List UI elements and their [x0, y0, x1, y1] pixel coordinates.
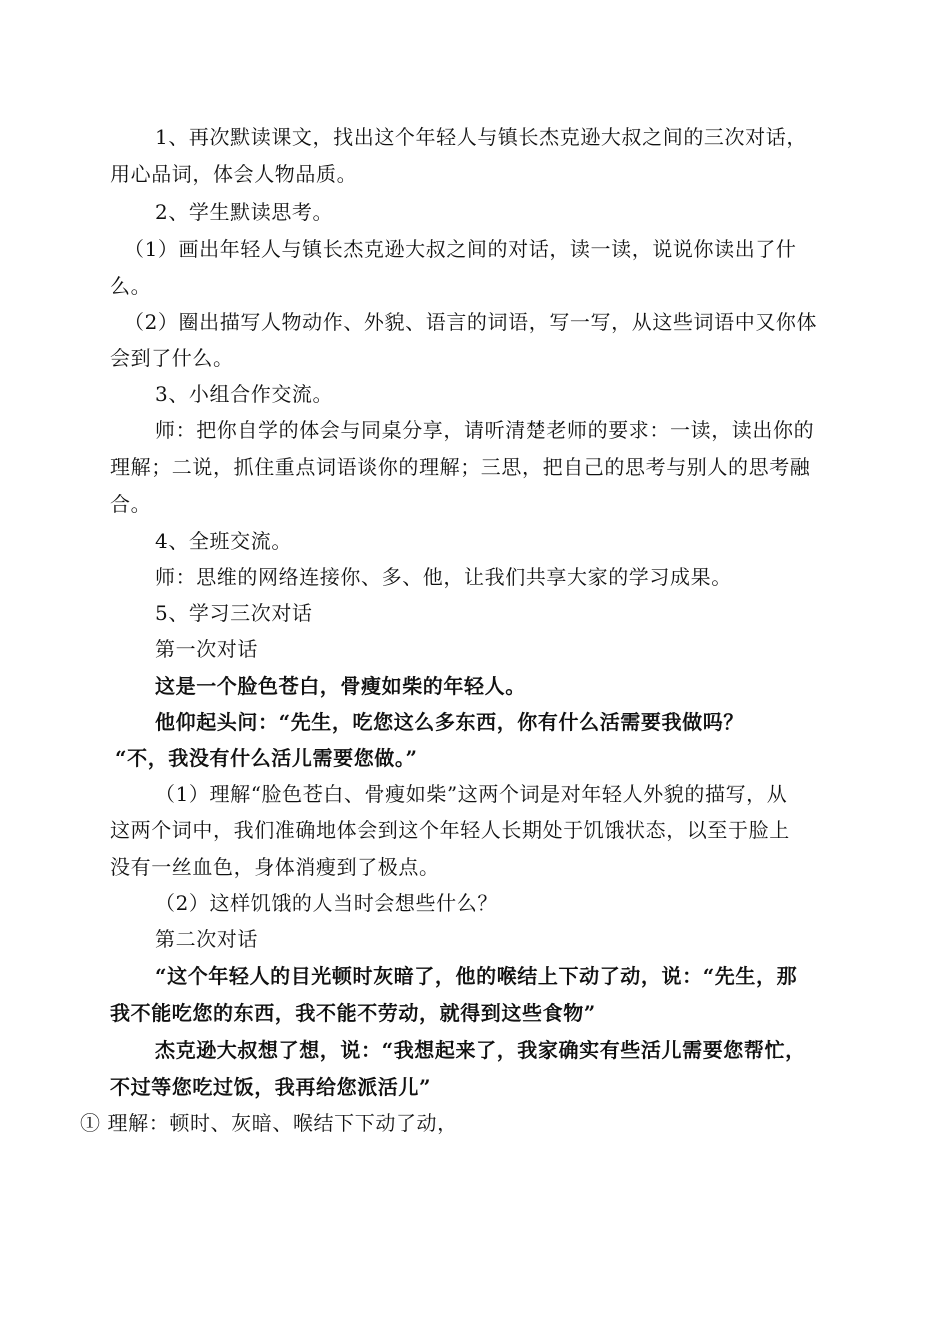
paragraph-line: 5、学习三次对话	[155, 601, 313, 625]
quote-line: 这是一个脸色苍白，骨瘦如柴的年轻人。	[155, 674, 526, 698]
paragraph-line: 第一次对话	[155, 637, 258, 661]
paragraph-line: （2）这样饥饿的人当时会想些什么？	[155, 891, 498, 915]
quote-line: “这个年轻人的目光顿时灰暗了，他的喉结上下动了动，说：“先生，那	[155, 964, 798, 988]
quote-line: “不，我没有什么活儿需要您做。”	[115, 746, 418, 770]
numbered-item: ① 理解：顿时、灰暗、喉结下下动了动，	[80, 1111, 458, 1135]
paragraph-line: 3、小组合作交流。	[155, 382, 334, 406]
paragraph-line: 2、学生默读思考。	[155, 200, 334, 224]
quote-line: 他仰起头问：“先生，吃您这么多东西，你有什么活需要我做吗？	[155, 710, 744, 734]
paragraph-line: 么。	[110, 274, 152, 298]
paragraph-line: 第二次对话	[155, 927, 258, 951]
quote-line: 我不能吃您的东西，我不能不劳动，就得到这些食物”	[110, 1001, 596, 1025]
paragraph-line: 没有一丝血色，身体消瘦到了极点。	[110, 855, 440, 879]
quote-line: 杰克逊大叔想了想，说：“我想起来了，我家确实有些活儿需要您帮忙，	[155, 1038, 806, 1062]
paragraph-line: （2）圈出描写人物动作、外貌、语言的词语，写一写，从这些词语中又你体	[124, 310, 818, 334]
paragraph-line: 师：把你自学的体会与同桌分享，请听清楚老师的要求：一读，读出你的	[155, 418, 815, 442]
paragraph-line: （1）理解“脸色苍白、骨瘦如柴”这两个词是对年轻人外貌的描写，从	[155, 782, 788, 806]
paragraph-line: 理解；二说，抓住重点词语谈你的理解；三思，把自己的思考与别人的思考融	[110, 455, 811, 479]
paragraph-line: 这两个词中，我们准确地体会到这个年轻人长期处于饥饿状态，以至于脸上	[110, 818, 790, 842]
paragraph-line: 4、全班交流。	[155, 529, 292, 553]
paragraph-line: 1、再次默读课文，找出这个年轻人与镇长杰克逊大叔之间的三次对话，	[155, 125, 807, 149]
paragraph-line: 合。	[110, 492, 152, 516]
quote-line: 不过等您吃过饭，我再给您派活儿”	[110, 1075, 432, 1099]
paragraph-line: 用心品词，体会人物品质。	[110, 162, 358, 186]
paragraph-line: 会到了什么。	[110, 346, 234, 370]
paragraph-line: （1）画出年轻人与镇长杰克逊大叔之间的对话，读一读，说说你读出了什	[124, 237, 797, 261]
paragraph-line: 师：思维的网络连接你、多、他，让我们共享大家的学习成果。	[155, 565, 732, 589]
